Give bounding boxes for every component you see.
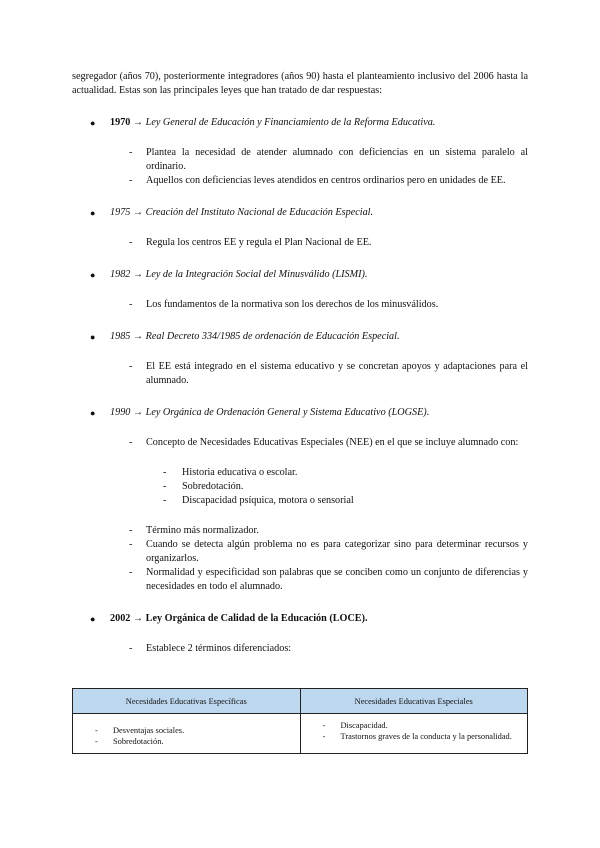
list-item: - Regula los centros EE y regula el Plan Nacional de EE. bbox=[129, 237, 372, 248]
bullet-icon: ● bbox=[90, 208, 96, 218]
law-1990-subitems bbox=[72, 466, 528, 508]
table-cell-especiales bbox=[300, 714, 528, 754]
arrow-icon: → bbox=[132, 207, 144, 218]
table-list-item: - Sobredotación. bbox=[95, 737, 164, 746]
list-item: - Concepto de Necesidades Educativas Especiales (NEE) en el que se incluye alumnado con: bbox=[129, 437, 519, 448]
law-year: 1970 bbox=[110, 117, 131, 128]
table-header-especiales: Necesidades Educativas Especiales bbox=[300, 689, 528, 714]
sub-list-item: - Sobredotación. bbox=[163, 481, 244, 492]
law-year: 1990 bbox=[110, 407, 131, 418]
list-item: - Los fundamentos de la normativa son los derechos de los minusválidos. bbox=[129, 299, 439, 310]
law-1975 bbox=[72, 206, 528, 220]
law-1982 bbox=[72, 268, 528, 282]
list-item: - Cuando se detecta algún problema no es para categorizar sino para determinar recursos y organizarlos. bbox=[129, 539, 528, 564]
law-year: 1982 bbox=[110, 269, 131, 280]
arrow-icon: → bbox=[132, 407, 144, 418]
bullet-icon: ● bbox=[90, 408, 96, 418]
list-item: - Normalidad y especificidad son palabras que se conciben como un conjunto de diferencias y necesidades en todo el alumnado. bbox=[129, 567, 528, 592]
bullet-icon: ● bbox=[90, 270, 96, 280]
table-cell-especificas bbox=[73, 714, 301, 754]
law-2002-items bbox=[72, 642, 528, 656]
table-list-item: - Desventajas sociales. bbox=[95, 726, 185, 735]
law-1990-items-after bbox=[72, 524, 528, 594]
law-year: 1985 bbox=[110, 331, 131, 342]
law-title: Ley General de Educación y Financiamiento de la Reforma Educativa. bbox=[145, 117, 436, 128]
list-item: - Plantea la necesidad de atender alumnado con deficiencias en un sistema paralelo al ordinario. bbox=[129, 147, 528, 172]
law-year: 2002 bbox=[110, 613, 131, 624]
law-1982-items bbox=[72, 298, 528, 312]
sub-list-item: - Historia educativa o escolar. bbox=[163, 467, 298, 478]
law-1990-items bbox=[72, 436, 528, 450]
arrow-icon: → bbox=[132, 331, 144, 342]
list-item: - Establece 2 términos diferenciados: bbox=[129, 643, 292, 654]
law-1975-items bbox=[72, 236, 528, 250]
table-list-item: - Trastornos graves de la conducta y la personalidad. bbox=[322, 732, 512, 741]
list-item: - Aquellos con deficiencias leves atendidos en centros ordinarios pero en unidades de EE. bbox=[129, 175, 506, 186]
law-1990 bbox=[72, 406, 528, 420]
law-title: Real Decreto 334/1985 de ordenación de Educación Especial. bbox=[145, 331, 400, 342]
arrow-icon: → bbox=[132, 117, 144, 128]
arrow-icon: → bbox=[132, 269, 144, 280]
law-1985-items bbox=[72, 360, 528, 388]
law-1970 bbox=[72, 116, 528, 130]
law-1985 bbox=[72, 330, 528, 344]
document-page bbox=[72, 70, 528, 656]
list-item: - El EE está integrado en el sistema educativo y se concretan apoyos y adaptaciones para el alumnado. bbox=[129, 361, 528, 386]
sub-list-item: - Discapacidad psíquica, motora o sensorial bbox=[163, 495, 354, 506]
bullet-icon: ● bbox=[90, 118, 96, 128]
law-title: Ley Orgánica de Ordenación General y Sistema Educativo (LOGSE). bbox=[145, 407, 430, 418]
law-2002 bbox=[72, 612, 528, 626]
intro-paragraph: segregador (años 70), posteriormente integradores (años 90) hasta el planteamiento inclusivo del 2006 hasta la actualidad. Estas son las principales leyes que han tratado de dar respuestas: bbox=[72, 71, 528, 96]
law-title: Ley de la Integración Social del Minusválido (LISMI). bbox=[145, 269, 368, 280]
list-item: - Término más normalizador. bbox=[129, 525, 259, 536]
law-title: Ley Orgánica de Calidad de la Educación (LOCE). bbox=[145, 613, 368, 624]
table-list-item: - Discapacidad. bbox=[322, 721, 388, 730]
bullet-icon: ● bbox=[90, 332, 96, 342]
law-year: 1975 bbox=[110, 207, 131, 218]
table-header-especificas: Necesidades Educativas Específicas bbox=[73, 689, 301, 714]
bullet-icon: ● bbox=[90, 614, 96, 624]
needs-table bbox=[72, 688, 528, 754]
law-1970-items bbox=[72, 146, 528, 188]
law-title: Creación del Instituto Nacional de Educación Especial. bbox=[145, 207, 374, 218]
arrow-icon: → bbox=[132, 613, 144, 624]
